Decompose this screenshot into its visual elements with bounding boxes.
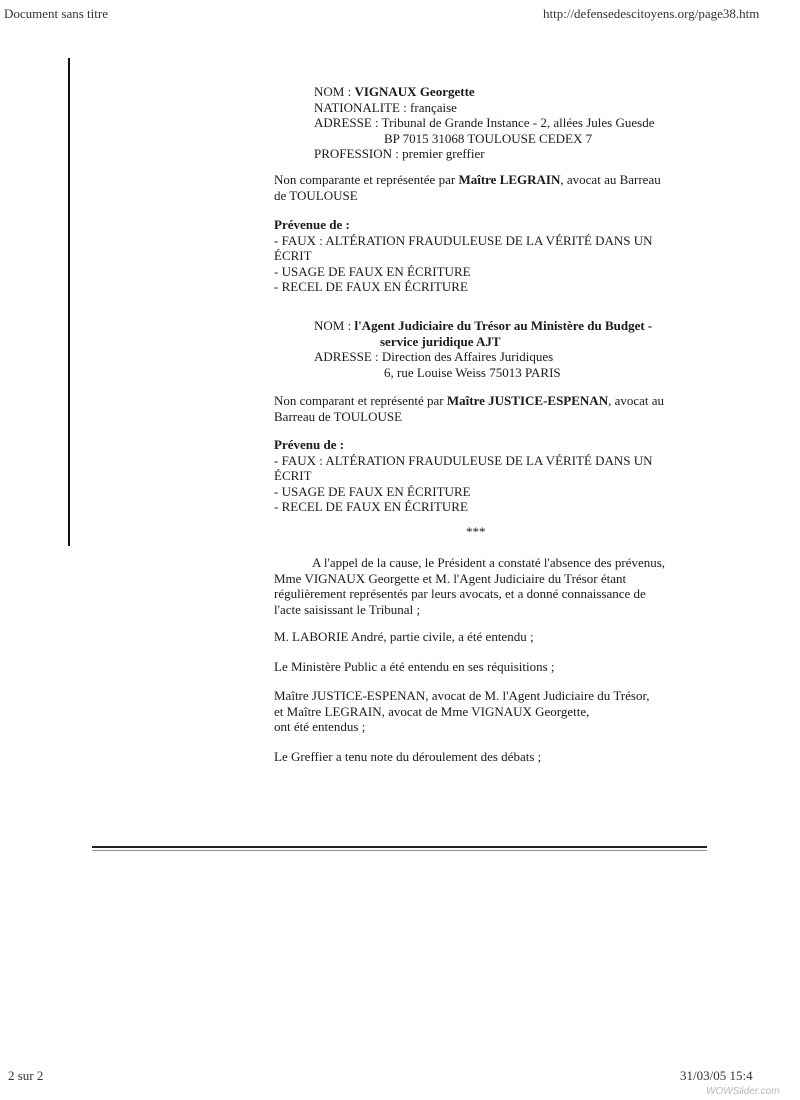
party2-name-line2: service juridique AJT <box>380 333 501 349</box>
separator-stars: *** <box>466 524 486 539</box>
paragraph-partie-civile: M. LABORIE André, partie civile, a été entendu ; <box>274 629 534 644</box>
paragraph-line: l'acte saisissant le Tribunal ; <box>274 601 421 617</box>
nom-label: NOM : <box>314 318 355 333</box>
charge-line: ÉCRIT <box>274 248 312 263</box>
charge-line: ÉCRIT <box>274 468 312 483</box>
bottom-rule <box>92 846 707 848</box>
party1-nationality: NATIONALITE : française <box>314 99 457 115</box>
paragraph-line: régulièrement représentés par leurs avocats, et a donné connaissance de <box>274 586 646 601</box>
representation1 <box>274 172 661 203</box>
nom-label: NOM : <box>314 84 352 99</box>
party2-block <box>314 318 652 380</box>
paragraph-ministere-public: Le Ministère Public a été entendu en ses réquisitions ; <box>274 659 555 674</box>
party2-address-line2: 6, rue Louise Weiss 75013 PARIS <box>384 364 561 380</box>
party1-address-line1: ADRESSE : Tribunal de Grande Instance - 2, allées Jules Guesde <box>314 115 655 130</box>
lawyer2-name: Maître JUSTICE-ESPENAN <box>446 393 609 408</box>
party2-address-line1: ADRESSE : Direction des Affaires Juridiques <box>314 349 554 364</box>
charge-line: - USAGE DE FAUX EN ÉCRITURE <box>274 483 471 499</box>
charges2-heading: Prévenu de : <box>274 437 345 452</box>
paragraph-line: ont été entendus ; <box>274 719 366 734</box>
party1-name-value: VIGNAUX Georgette <box>354 84 475 99</box>
print-timestamp: 31/03/05 15:4 <box>680 1068 753 1083</box>
charge-line: - RECEL DE FAUX EN ÉCRITURE <box>274 499 468 514</box>
charge-line: - FAUX : ALTÉRATION FRAUDULEUSE DE LA VÉRITÉ DANS UN <box>274 232 653 248</box>
paragraph-appel <box>274 555 665 617</box>
paragraph-line: A l'appel de la cause, le Président a constaté l'absence des prévenus, <box>312 555 666 570</box>
party1-address-line2: BP 7015 31068 TOULOUSE CEDEX 7 <box>384 130 593 146</box>
browser-page-url: http://defensedescitoyens.org/page38.htm <box>543 6 760 21</box>
party1-name <box>314 84 654 100</box>
charges1-heading: Prévenue de : <box>274 217 350 232</box>
representation2-line1: Non comparant et représenté par Maître JUSTICE-ESPENAN, avocat au <box>274 393 665 408</box>
charge-line: - FAUX : ALTÉRATION FRAUDULEUSE DE LA VÉRITÉ DANS UN <box>274 452 653 468</box>
party1-profession: PROFESSION : premier greffier <box>314 146 485 161</box>
representation1-line1: Non comparante et représentée par Maître LEGRAIN, avocat au Barreau <box>274 172 661 187</box>
representation2 <box>274 393 664 424</box>
charge-line: - RECEL DE FAUX EN ÉCRITURE <box>274 279 468 294</box>
paragraph-line: Mme VIGNAUX Georgette et M. l'Agent Judiciaire du Trésor étant <box>274 570 627 586</box>
party2-name-line1 <box>314 318 652 334</box>
margin-bar <box>68 58 70 546</box>
page-counter: 2 sur 2 <box>8 1068 44 1083</box>
representation1-line2: de TOULOUSE <box>274 187 358 203</box>
paragraph-line: et Maître LEGRAIN, avocat de Mme VIGNAUX Georgette, <box>274 703 590 719</box>
charges2-block <box>274 437 653 515</box>
party1-block <box>314 84 654 162</box>
party2-name-value: l'Agent Judiciaire du Trésor au Ministère du Budget - <box>354 318 653 333</box>
watermark: WOWSlider.com <box>706 1086 780 1097</box>
bottom-rule-shadow <box>92 850 707 851</box>
paragraph-line: Maître JUSTICE-ESPENAN, avocat de M. l'Agent Judiciaire du Trésor, <box>274 688 650 703</box>
representation2-line2: Barreau de TOULOUSE <box>274 408 403 424</box>
paragraph-avocats <box>274 688 650 735</box>
browser-page-title: Document sans titre <box>4 6 108 21</box>
lawyer1-name: Maître LEGRAIN <box>458 172 561 187</box>
paragraph-greffier: Le Greffier a tenu note du déroulement des débats ; <box>274 749 542 764</box>
charges1-block <box>274 217 653 295</box>
charge-line: - USAGE DE FAUX EN ÉCRITURE <box>274 263 471 279</box>
